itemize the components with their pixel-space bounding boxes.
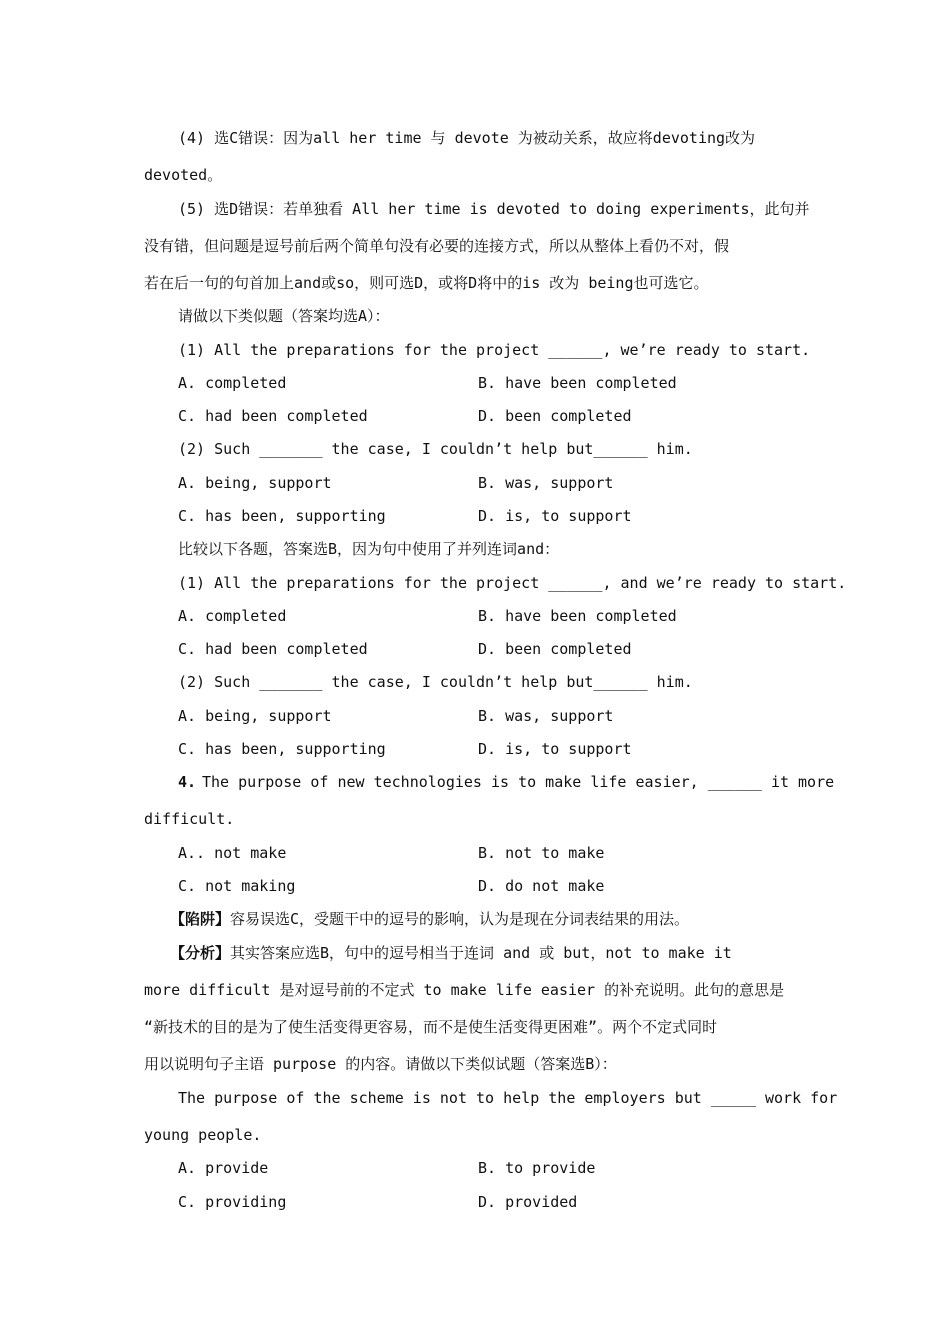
- question-4-option-c: C. not making: [178, 877, 296, 895]
- compare-intro: 比较以下各题，答案选B，因为句中使用了并列连词and：: [178, 540, 560, 558]
- similar-test-option-d: D. provided: [478, 1193, 578, 1211]
- explanation-5-line-1: (5) 选D错误：若单独看 All her time is devoted to doing experiments，此句并: [178, 200, 810, 218]
- trap-label: 【陷阱】: [170, 910, 231, 928]
- trap-note: [170, 909, 689, 929]
- question-4-line-2: difficult.: [144, 810, 235, 828]
- compare-question-2-option-d: D. is, to support: [478, 740, 632, 758]
- compare-question-1-option-d: D. been completed: [478, 640, 632, 658]
- similar-question-1-option-b: B. have been completed: [478, 374, 677, 392]
- similar-question-1-option-d: D. been completed: [478, 407, 632, 425]
- similar-question-1-option-c: C. had been completed: [178, 407, 368, 425]
- compare-question-2-option-a: A. being, support: [178, 707, 332, 725]
- question-4-option-d: D. do not make: [478, 877, 605, 895]
- analysis-label: 【分析】: [170, 944, 231, 962]
- explanation-4-line-2: devoted。: [144, 166, 223, 184]
- compare-question-1: (1) All the preparations for the project ______, and we’re ready to start.: [178, 574, 847, 592]
- similar-test-line-1: The purpose of the scheme is not to help the employers but _____ work for: [178, 1089, 838, 1107]
- question-4-option-b: B. not to make: [478, 844, 605, 862]
- analysis-line-3: “新技术的目的是为了使生活变得更容易，而不是使生活变得更困难”。两个不定式同时: [144, 1018, 718, 1036]
- analysis-line-4: 用以说明句子主语 purpose 的内容。请做以下类似试题（答案选B）：: [144, 1055, 617, 1073]
- compare-question-1-option-b: B. have been completed: [478, 607, 677, 625]
- similar-question-1: (1) All the preparations for the project ______, we’re ready to start.: [178, 341, 811, 359]
- similar-question-2-option-d: D. is, to support: [478, 507, 632, 525]
- explanation-4-line-1: (4) 选C错误：因为all her time 与 devote 为被动关系，故应将devoting改为: [178, 129, 756, 147]
- similar-question-1-option-a: A. completed: [178, 374, 287, 392]
- similar-question-2-option-c: C. has been, supporting: [178, 507, 386, 525]
- analysis-line-2: more difficult 是对逗号前的不定式 to make life easier 的补充说明。此句的意思是: [144, 981, 785, 999]
- explanation-5-line-2: 没有错，但问题是逗号前后两个简单句没有必要的连接方式，所以从整体上看仍不对，假: [144, 237, 730, 255]
- compare-question-2-option-c: C. has been, supporting: [178, 740, 386, 758]
- analysis-line-1: [170, 943, 732, 963]
- analysis-text-1: 其实答案应选B，句中的逗号相当于连词 and 或 but，not to make it: [230, 944, 732, 962]
- question-4-option-a: A.. not make: [178, 844, 287, 862]
- similar-test-line-2: young people.: [144, 1126, 262, 1144]
- question-4-number: 4.: [178, 773, 197, 791]
- similar-question-2: (2) Such _______ the case, I couldn’t help but______ him.: [178, 440, 693, 458]
- trap-text: 容易误选C，受题干中的逗号的影响，认为是现在分词表结果的用法。: [230, 910, 690, 928]
- compare-question-2-option-b: B. was, support: [478, 707, 614, 725]
- similar-test-option-c: C. providing: [178, 1193, 287, 1211]
- compare-question-2: (2) Such _______ the case, I couldn’t help but______ him.: [178, 673, 693, 691]
- similar-questions-intro: 请做以下类似题（答案均选A）：: [178, 307, 390, 325]
- similar-question-2-option-b: B. was, support: [478, 474, 614, 492]
- compare-question-1-option-a: A. completed: [178, 607, 287, 625]
- similar-test-option-b: B. to provide: [478, 1159, 596, 1177]
- compare-question-1-option-c: C. had been completed: [178, 640, 368, 658]
- question-4-line-1: The purpose of new technologies is to make life easier, ______ it more: [202, 773, 835, 791]
- similar-question-2-option-a: A. being, support: [178, 474, 332, 492]
- explanation-5-line-3: 若在后一句的句首加上and或so，则可选D，或将D将中的is 改为 being也可选它。: [144, 274, 709, 292]
- similar-test-option-a: A. provide: [178, 1159, 269, 1177]
